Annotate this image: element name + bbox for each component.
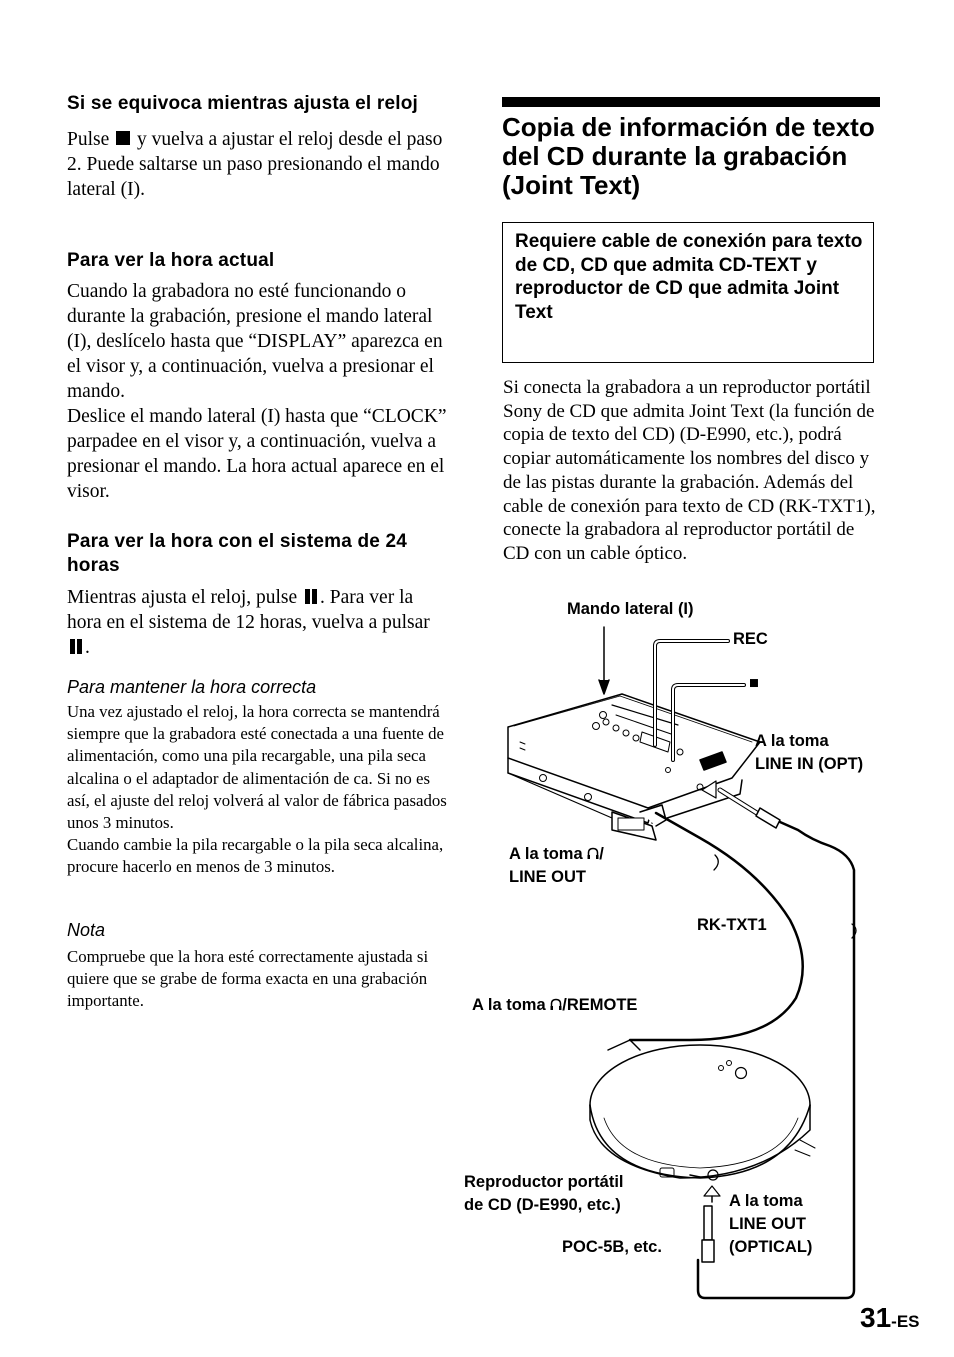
page-title: Copia de información de texto del CD durante la grabación (Joint Text) — [502, 112, 875, 200]
label-mando-lateral: Mando lateral (I) — [567, 600, 694, 618]
paragraph-note: Compruebe que la hora esté correctamente ajustada si quiere que se grabe de forma exacta en una grabación importante. — [67, 947, 429, 1011]
heading-24h: Para ver la hora con el sistema de 24 horas — [67, 531, 408, 576]
label-optical-out: A la toma LINE OUT (OPTICAL) — [729, 1192, 813, 1256]
headphones-icon — [550, 998, 562, 1011]
md-recorder-illustration — [508, 694, 760, 840]
label-cd-player: Reproductor portátil de CD (D-E990, etc.) — [464, 1173, 624, 1214]
label-remote: A la toma /REMOTE — [472, 996, 638, 1014]
paragraph-joint-text: Si conecta la grabadora a un reproductor portátil Sony de CD que admita Joint Text (la función de copia de texto del CD) (D-E990, etc.), podrá copiar automáticamente los nombres del disco y de las pistas durante la grabación. Además del cable de conexión para texto de CD (RK-TXT1), conecte la grabadora al reproductor portátil de CD con un cable óptico. — [503, 377, 876, 564]
label-poc: POC-5B, etc. — [562, 1238, 662, 1256]
label-rec: REC — [733, 630, 768, 648]
paragraph-current-time-1: Cuando la grabadora no esté funcionando o durante la grabación, presione el mando lateral (I), deslícelo hasta que “DISPLAY” aparezca en el visor y, a continuación, vuelva a presionar el mando. — [67, 281, 443, 402]
paragraph-keep-time-1: Una vez ajustado el reloj, la hora correcta se mantendrá siempre que la grabadora esté conectada a una fuente de alimentación, como una pila recargable, una pila seca alcalina o el adaptador de alimentación de ca. Si no es así, el ajuste del reloj volverá al valor de fábrica pasados unos 3 minutos. — [67, 702, 447, 833]
label-rk-txt1: RK-TXT1 — [697, 916, 767, 934]
label-stop: ■ — [749, 674, 759, 692]
requirements-text: Requiere cable de conexión para texto de CD, CD que admita CD-TEXT y reproductor de CD que admita Joint Text — [515, 231, 863, 323]
paragraph-clock-mistake: Pulse y vuelva a ajustar el reloj desde el paso 2. Puede saltarse un paso presionando el mando lateral (I). — [67, 129, 443, 200]
heading-keep-time: Para mantener la hora correcta — [67, 677, 317, 697]
label-line-out: A la toma / LINE OUT — [509, 845, 604, 886]
cd-player-illustration — [590, 1040, 815, 1180]
page-number: 31-ES — [860, 1302, 920, 1333]
paragraph-current-time-2: Deslice el mando lateral (I) hasta que “CLOCK” parpadee en el visor y, a continuación, vuelva a presionar el mando. La hora actual aparece en el visor. — [67, 406, 447, 502]
heading-current-time: Para ver la hora actual — [67, 250, 275, 271]
label-line-in: A la toma LINE IN (OPT) — [755, 732, 864, 773]
heading-note: Nota — [67, 920, 106, 940]
paragraph-24h: Mientras ajusta el reloj, pulse . Para ver la hora en el sistema de 12 horas, vuelva a pulsar . — [67, 587, 430, 658]
paragraph-keep-time-2: Cuando cambie la pila recargable o la pila seca alcalina, procure hacerlo en menos de 3 minutos. — [67, 835, 444, 877]
headphones-icon — [587, 847, 599, 860]
heading-clock-mistake: Si se equivoca mientras ajusta el reloj — [67, 93, 419, 114]
